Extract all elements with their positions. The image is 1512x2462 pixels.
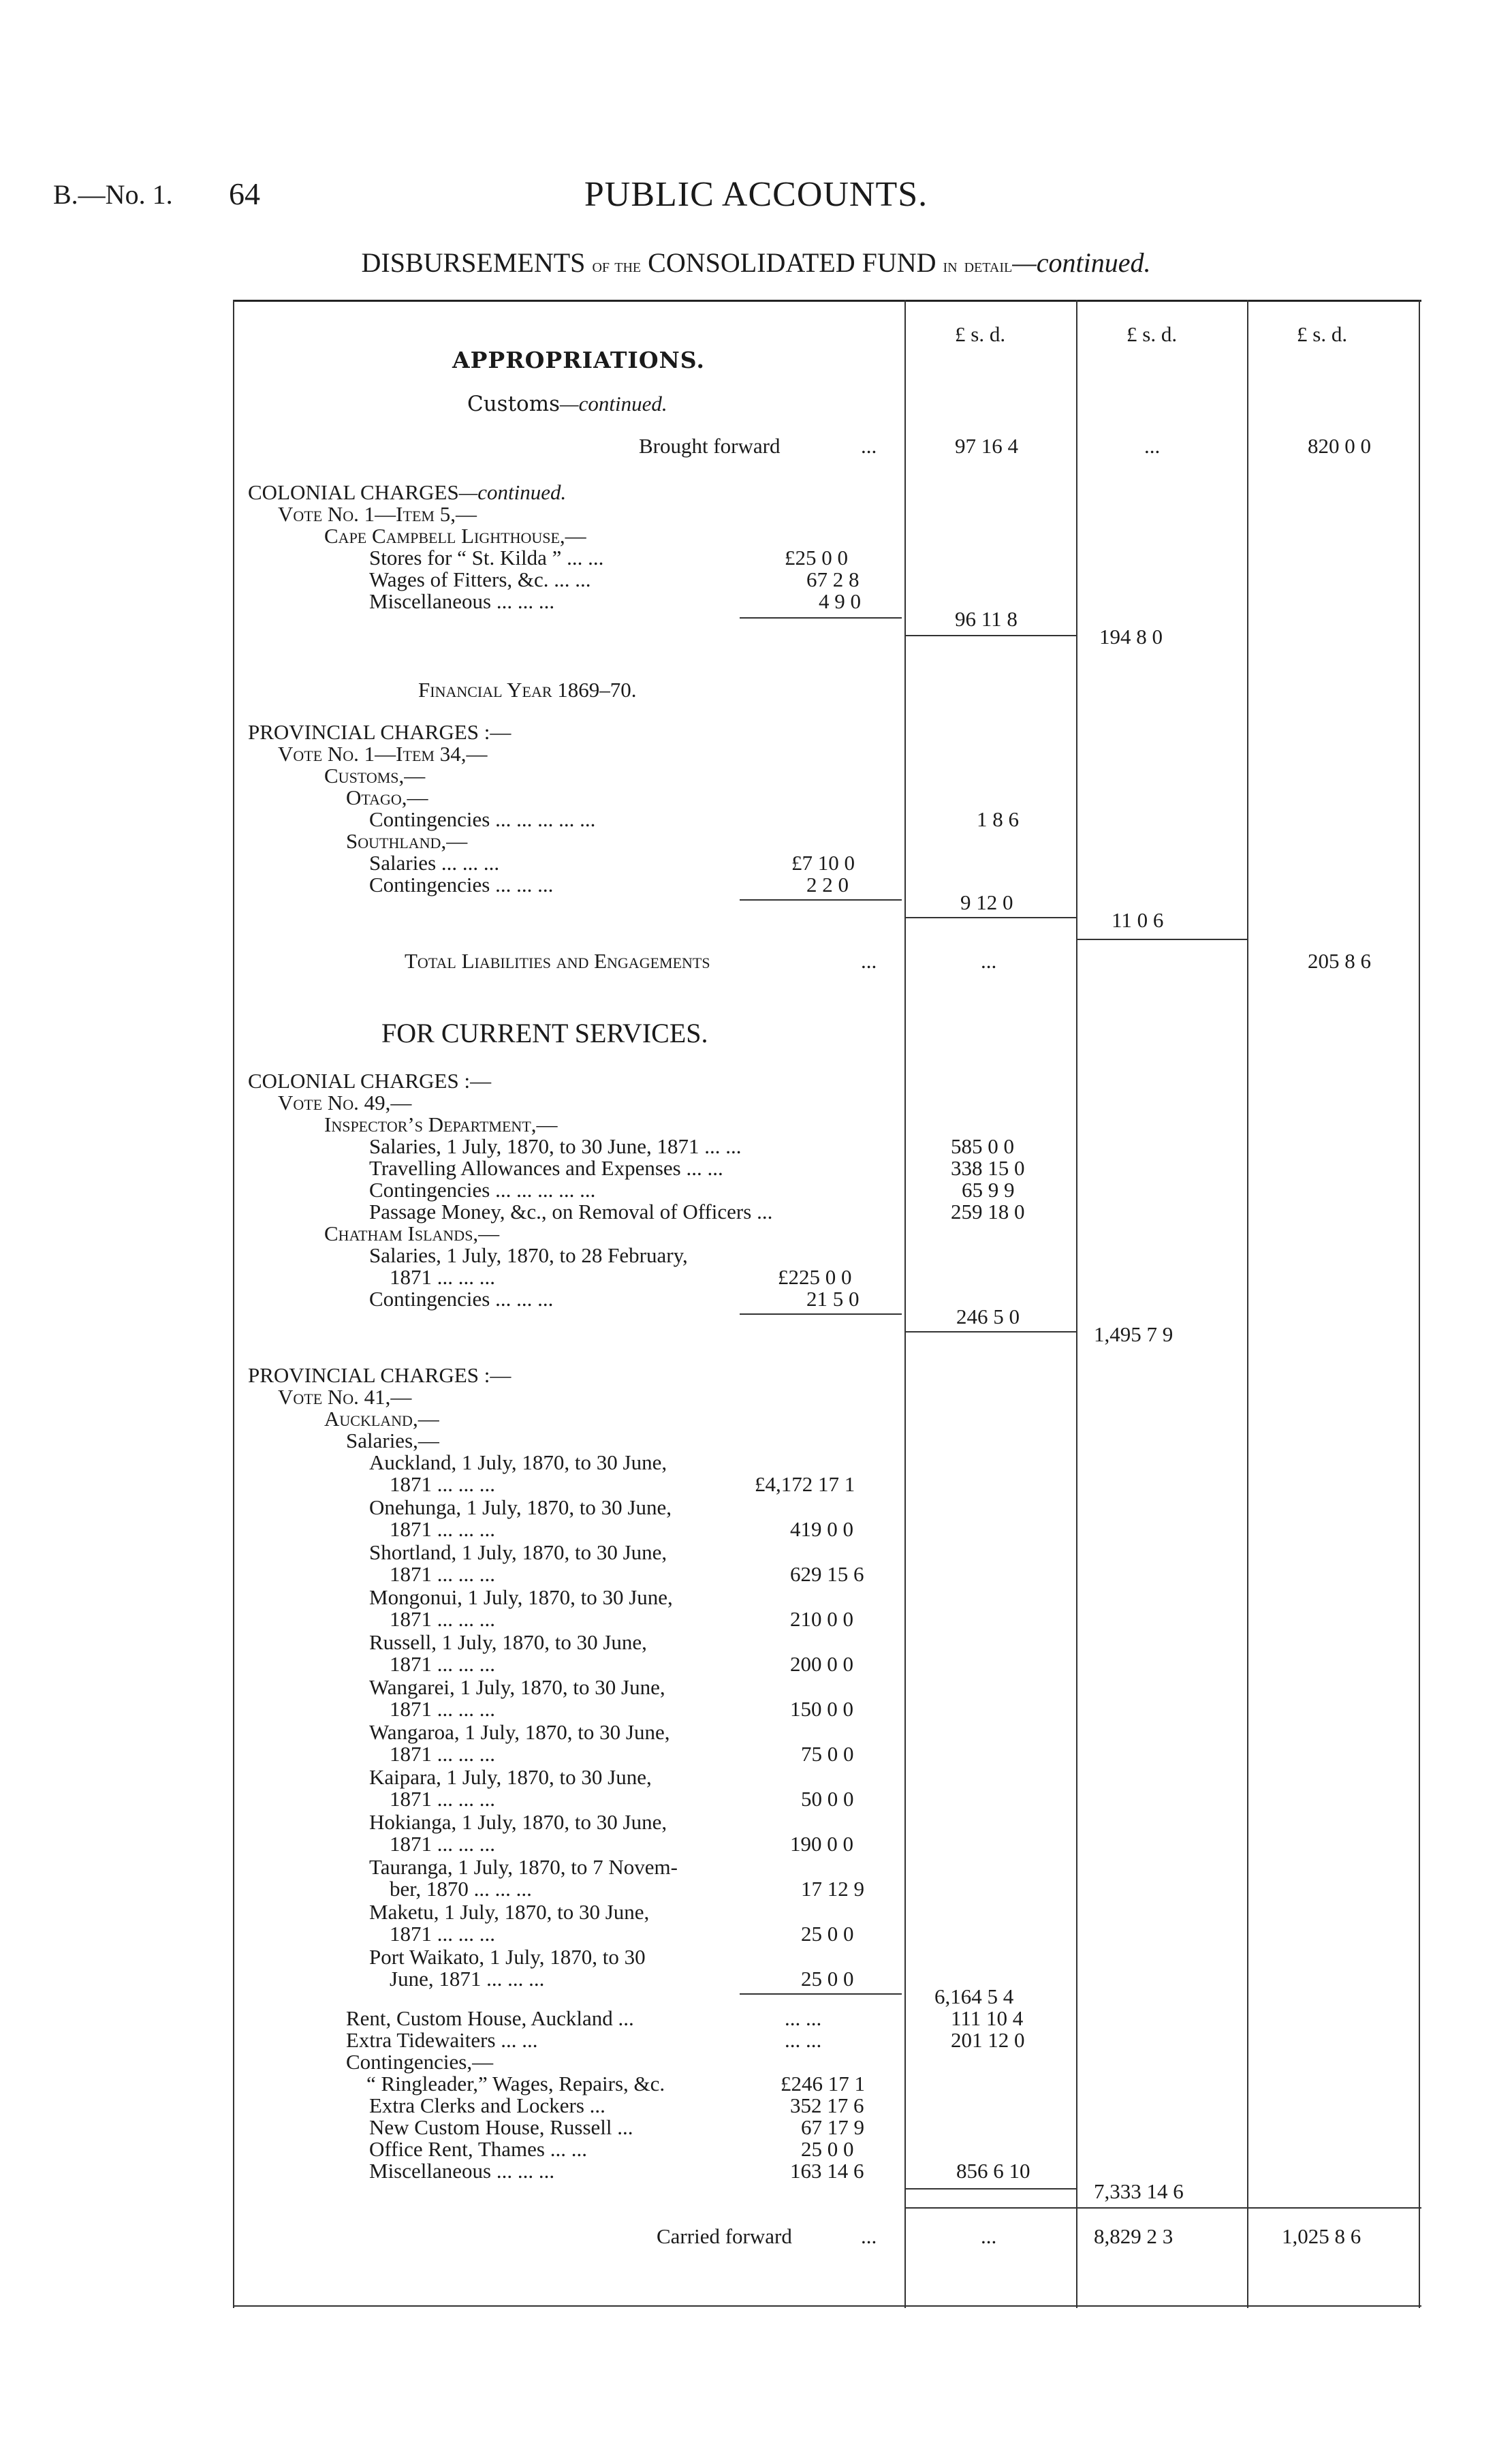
- vote-49: Vote No. 49,—: [278, 1091, 412, 1115]
- provincial-charges-heading: PROVINCIAL CHARGES :—: [248, 720, 511, 744]
- subtitle-detail: detail: [964, 255, 1013, 277]
- brought-forward-col3: 820 0 0: [1308, 434, 1371, 458]
- salary-auckland-label: Auckland, 1 July, 1870, to 30 June,: [369, 1450, 667, 1474]
- subtitle-of-the: of the: [592, 255, 642, 277]
- otago-contingencies-label: Contingencies ... ... ... ... ...: [369, 807, 596, 831]
- auckland-heading: Auckland,—: [324, 1407, 439, 1431]
- cape-campbell-heading: Cape Campbell Lighthouse,—: [324, 524, 586, 548]
- column-rule-2: [1076, 300, 1077, 2308]
- inspector-contingencies-amount: 65 9 9: [962, 1178, 1015, 1202]
- extra-tidewaiters-amount: 201 12 0: [951, 2028, 1025, 2052]
- southland-total: 9 12 0: [960, 890, 1013, 914]
- inspector-salaries-amount: 585 0 0: [951, 1134, 1014, 1158]
- wages-label: Wages of Fitters, &c. ... ...: [369, 567, 591, 591]
- colonial-charges-heading: [248, 481, 566, 504]
- salary-shortland-amount: 629 15 6: [790, 1562, 864, 1586]
- miscellaneous-amount: 4 9 0: [819, 589, 861, 613]
- chatham-total: 246 5 0: [956, 1305, 1020, 1328]
- brought-forward-col2: ...: [1144, 434, 1161, 458]
- salary-mongonui-label-2: 1871 ... ... ...: [390, 1607, 495, 1631]
- southland-heading: Southland,—: [346, 829, 468, 853]
- document-reference: B.—No. 1.: [53, 179, 173, 210]
- salary-tauranga-amount: 17 12 9: [801, 1877, 864, 1901]
- provincial-col1-rule: [904, 917, 1076, 918]
- page-title: PUBLIC ACCOUNTS.: [584, 175, 928, 214]
- salary-onehunga-label-2: 1871 ... ... ...: [390, 1517, 495, 1541]
- colonial-2-total: 1,495 7 9: [1094, 1322, 1174, 1346]
- salary-mongonui-amount: 210 0 0: [790, 1607, 853, 1631]
- colonial-section-total: 194 8 0: [1099, 625, 1163, 649]
- carried-forward-dots: ...: [861, 2224, 877, 2248]
- otago-contingencies-amount: 1 8 6: [977, 807, 1019, 831]
- subtotal-rule: [740, 617, 902, 619]
- travelling-allowances-label: Travelling Allowances and Expenses ... ...: [369, 1156, 723, 1180]
- brought-forward-col1: 97 16 4: [955, 434, 1018, 458]
- appropriations-heading: APPROPRIATIONS.: [452, 347, 705, 373]
- passage-money-amount: 259 18 0: [951, 1200, 1025, 1224]
- salary-wangaroa-amount: 75 0 0: [801, 1742, 854, 1766]
- salary-tauranga-label-2: ber, 1870 ... ... ...: [390, 1877, 532, 1901]
- subtitle-part-b: CONSOLIDATED FUND: [648, 247, 936, 278]
- salaries-subheading: Salaries,—: [346, 1429, 439, 1452]
- salary-tauranga-label: Tauranga, 1 July, 1870, to 7 Novem-: [369, 1855, 678, 1879]
- salary-port-waikato-label: Port Waikato, 1 July, 1870, to 30: [369, 1945, 646, 1969]
- subtitle-part-a: DISBURSEMENTS: [361, 247, 586, 278]
- brought-forward-dots: ...: [861, 434, 877, 458]
- carried-forward-col3: 1,025 8 6: [1282, 2224, 1361, 2248]
- column-heading-3: £ s. d.: [1297, 322, 1348, 346]
- miscellaneous-2-amount: 163 14 6: [790, 2159, 864, 2183]
- vote-1-item-5: Vote No. 1—Item 5,—: [278, 502, 477, 526]
- ledger-table: [233, 300, 1421, 2308]
- vote-1-item-34: Vote No. 1—Item 34,—: [278, 742, 488, 766]
- chatham-salaries-label: Salaries, 1 July, 1870, to 28 February,: [369, 1243, 688, 1267]
- contingencies-subheading: Contingencies,—: [346, 2050, 494, 2074]
- salary-wangarei-amount: 150 0 0: [790, 1697, 853, 1721]
- new-custom-house-amount: 67 17 9: [801, 2115, 864, 2139]
- rent-custom-house-dots: ... ...: [785, 2006, 822, 2030]
- column-heading-2: £ s. d.: [1127, 322, 1178, 346]
- carried-forward-label: Carried forward: [657, 2224, 792, 2248]
- brought-forward-label: Brought forward: [639, 434, 781, 458]
- subtitle-continued: —continued.: [1012, 247, 1151, 278]
- miscellaneous-label: Miscellaneous ... ... ...: [369, 589, 555, 613]
- provincial-charges-2-heading: PROVINCIAL CHARGES :—: [248, 1363, 511, 1387]
- page-number: 64: [229, 176, 260, 211]
- customs-continued: —continued.: [560, 392, 667, 416]
- extra-clerks-label: Extra Clerks and Lockers ...: [369, 2093, 605, 2117]
- southland-salaries-amount: £7 10 0: [791, 851, 855, 875]
- salary-auckland-label-2: 1871 ... ... ...: [390, 1472, 495, 1496]
- inspector-contingencies-label: Contingencies ... ... ... ... ...: [369, 1178, 596, 1202]
- miscellaneous-2-label: Miscellaneous ... ... ...: [369, 2159, 555, 2183]
- carried-forward-col2: 8,829 2 3: [1094, 2224, 1174, 2248]
- column-heading-1: £ s. d.: [955, 322, 1006, 346]
- salary-russell-amount: 200 0 0: [790, 1652, 853, 1676]
- ringleader-label: “ Ringleader,” Wages, Repairs, &c.: [366, 2072, 665, 2095]
- otago-heading: Otago,—: [346, 785, 428, 809]
- salaries-total: 6,164 5 4: [934, 1984, 1014, 2008]
- contingencies-total: 856 6 10: [956, 2159, 1030, 2183]
- salary-hokianga-label-2: 1871 ... ... ...: [390, 1832, 495, 1856]
- carried-forward-rule: [904, 2207, 1421, 2209]
- salary-russell-label: Russell, 1 July, 1870, to 30 June,: [369, 1630, 647, 1654]
- salary-port-waikato-amount: 25 0 0: [801, 1967, 854, 1991]
- stores-amount: £25 0 0: [785, 546, 848, 570]
- wages-amount: 67 2 8: [806, 567, 860, 591]
- new-custom-house-label: New Custom House, Russell ...: [369, 2115, 633, 2139]
- southland-subtotal-rule: [740, 899, 902, 901]
- current-services-heading: FOR CURRENT SERVICES.: [381, 1018, 708, 1048]
- total-liabilities-col1: ...: [981, 949, 997, 973]
- salary-onehunga-amount: 419 0 0: [790, 1517, 853, 1541]
- table-top-rule: [233, 300, 1421, 302]
- southland-salaries-label: Salaries ... ... ...: [369, 851, 500, 875]
- salary-hokianga-amount: 190 0 0: [790, 1832, 853, 1856]
- col1-total-rule: [904, 635, 1076, 636]
- salary-kaipara-label: Kaipara, 1 July, 1870, to 30 June,: [369, 1765, 652, 1789]
- carried-forward-col1: ...: [981, 2224, 997, 2248]
- salary-shortland-label-2: 1871 ... ... ...: [390, 1562, 495, 1586]
- salary-onehunga-label: Onehunga, 1 July, 1870, to 30 June,: [369, 1495, 672, 1519]
- salary-kaipara-label-2: 1871 ... ... ...: [390, 1787, 495, 1811]
- salary-maketu-label: Maketu, 1 July, 1870, to 30 June,: [369, 1900, 650, 1924]
- table-bottom-rule: [233, 2305, 1421, 2307]
- colonial-charges-label: COLONIAL CHARGES: [248, 480, 459, 504]
- salary-wangaroa-label-2: 1871 ... ... ...: [390, 1742, 495, 1766]
- colonial-charges-2-heading: COLONIAL CHARGES :—: [248, 1069, 492, 1093]
- customs-subheading: Customs,—: [324, 764, 426, 788]
- passage-money-label: Passage Money, &c., on Removal of Officers ...: [369, 1200, 773, 1224]
- salary-maketu-amount: 25 0 0: [801, 1922, 854, 1946]
- chatham-salaries-amount: £225 0 0: [778, 1265, 852, 1289]
- customs-heading: [467, 392, 667, 416]
- office-rent-amount: 25 0 0: [801, 2137, 854, 2161]
- chatham-subtotal-rule: [740, 1313, 902, 1315]
- page-subtitle: [0, 247, 1512, 279]
- salary-wangaroa-label: Wangaroa, 1 July, 1870, to 30 June,: [369, 1720, 670, 1744]
- extra-clerks-amount: 352 17 6: [790, 2093, 864, 2117]
- stores-label: Stores for “ St. Kilda ” ... ...: [369, 546, 604, 570]
- salary-wangarei-label: Wangarei, 1 July, 1870, to 30 June,: [369, 1675, 665, 1699]
- subtitle-in: in: [943, 255, 958, 277]
- rent-custom-house-amount: 111 10 4: [951, 2006, 1024, 2030]
- column-rule-left: [233, 300, 234, 2308]
- provincial-col2-rule: [1076, 939, 1247, 940]
- salary-kaipara-amount: 50 0 0: [801, 1787, 854, 1811]
- salary-auckland-amount: £4,172 17 1: [755, 1472, 855, 1496]
- travelling-allowances-amount: 338 15 0: [951, 1156, 1025, 1180]
- chatham-salaries-label-2: 1871 ... ... ...: [390, 1265, 495, 1289]
- total-liabilities-dots: ...: [861, 949, 877, 973]
- salary-russell-label-2: 1871 ... ... ...: [390, 1652, 495, 1676]
- customs-label: Customs: [467, 392, 561, 416]
- salary-maketu-label-2: 1871 ... ... ...: [390, 1922, 495, 1946]
- cape-campbell-total: 96 11 8: [955, 607, 1018, 631]
- salary-hokianga-label: Hokianga, 1 July, 1870, to 30 June,: [369, 1810, 667, 1834]
- chatham-contingencies-amount: 21 5 0: [806, 1287, 860, 1311]
- column-rule-1: [904, 300, 906, 2308]
- chatham-contingencies-label: Contingencies ... ... ...: [369, 1287, 554, 1311]
- provincial-2-col1-rule: [904, 2188, 1076, 2190]
- inspector-salaries-label: Salaries, 1 July, 1870, to 30 June, 1871 ... ...: [369, 1134, 742, 1158]
- extra-tidewaiters-label: Extra Tidewaiters ... ...: [346, 2028, 538, 2052]
- provincial-total: 11 0 6: [1112, 908, 1164, 932]
- southland-contingencies-label: Contingencies ... ... ...: [369, 873, 554, 897]
- colonial-2-col1-rule: [904, 1331, 1076, 1333]
- colonial-charges-continued: —continued.: [458, 480, 567, 504]
- ringleader-amount: £246 17 1: [781, 2072, 865, 2095]
- column-rule-3: [1247, 300, 1248, 2308]
- chatham-islands-heading: Chatham Islands,—: [324, 1221, 500, 1245]
- southland-contingencies-amount: 2 2 0: [806, 873, 849, 897]
- office-rent-label: Office Rent, Thames ... ...: [369, 2137, 587, 2161]
- salaries-subtotal-rule: [740, 1993, 902, 1995]
- total-liabilities-label: Total Liabilities and Engagements: [405, 949, 710, 973]
- column-rule-right: [1419, 300, 1420, 2308]
- vote-41: Vote No. 41,—: [278, 1385, 412, 1409]
- salary-wangarei-label-2: 1871 ... ... ...: [390, 1697, 495, 1721]
- total-liabilities-col3: 205 8 6: [1308, 949, 1371, 973]
- salary-port-waikato-label-2: June, 1871 ... ... ...: [390, 1967, 545, 1991]
- salary-mongonui-label: Mongonui, 1 July, 1870, to 30 June,: [369, 1585, 673, 1609]
- extra-tidewaiters-dots: ... ...: [785, 2028, 822, 2052]
- inspectors-department-heading: Inspector’s Department,—: [324, 1112, 558, 1136]
- rent-custom-house-label: Rent, Custom House, Auckland ...: [346, 2006, 634, 2030]
- salary-shortland-label: Shortland, 1 July, 1870, to 30 June,: [369, 1540, 667, 1564]
- provincial-2-total: 7,333 14 6: [1094, 2179, 1184, 2203]
- financial-year-heading: Financial Year 1869–70.: [418, 678, 637, 702]
